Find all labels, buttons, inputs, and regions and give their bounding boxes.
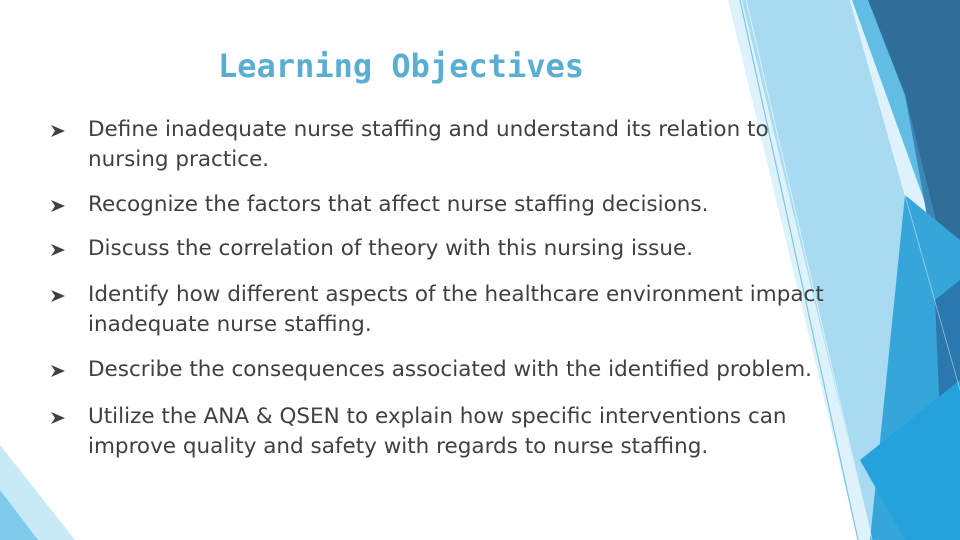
arrow-bullet-icon [50, 289, 66, 303]
slide-title: Learning Objectives [218, 47, 585, 85]
objectives-list [50, 115, 850, 462]
objective-item [50, 115, 850, 175]
arrow-bullet-icon [50, 124, 66, 138]
arrow-bullet-icon [50, 243, 66, 257]
objective-text: Define inadequate nurse staffing and understand its relation to nursing practice. [88, 117, 769, 172]
objective-item [50, 190, 850, 220]
objective-item [50, 234, 850, 264]
objective-item [50, 402, 850, 462]
objective-text: Describe the consequences associated with the identified problem. [88, 357, 813, 382]
objective-text: Discuss the correlation of theory with this nursing issue. [88, 236, 694, 261]
objective-text: Utilize the ANA & QSEN to explain how specific interventions can improve quality and safety with regards to nurse staffing. [88, 404, 787, 459]
arrow-bullet-icon [50, 364, 66, 378]
arrow-bullet-icon [50, 199, 66, 213]
arrow-bullet-icon [50, 411, 66, 425]
objective-text: Recognize the factors that affect nurse staffing decisions. [88, 192, 709, 217]
objective-text: Identify how different aspects of the healthcare environment impact inadequate nurse staffing. [88, 282, 824, 337]
objective-item [50, 280, 850, 340]
objective-item [50, 355, 850, 385]
